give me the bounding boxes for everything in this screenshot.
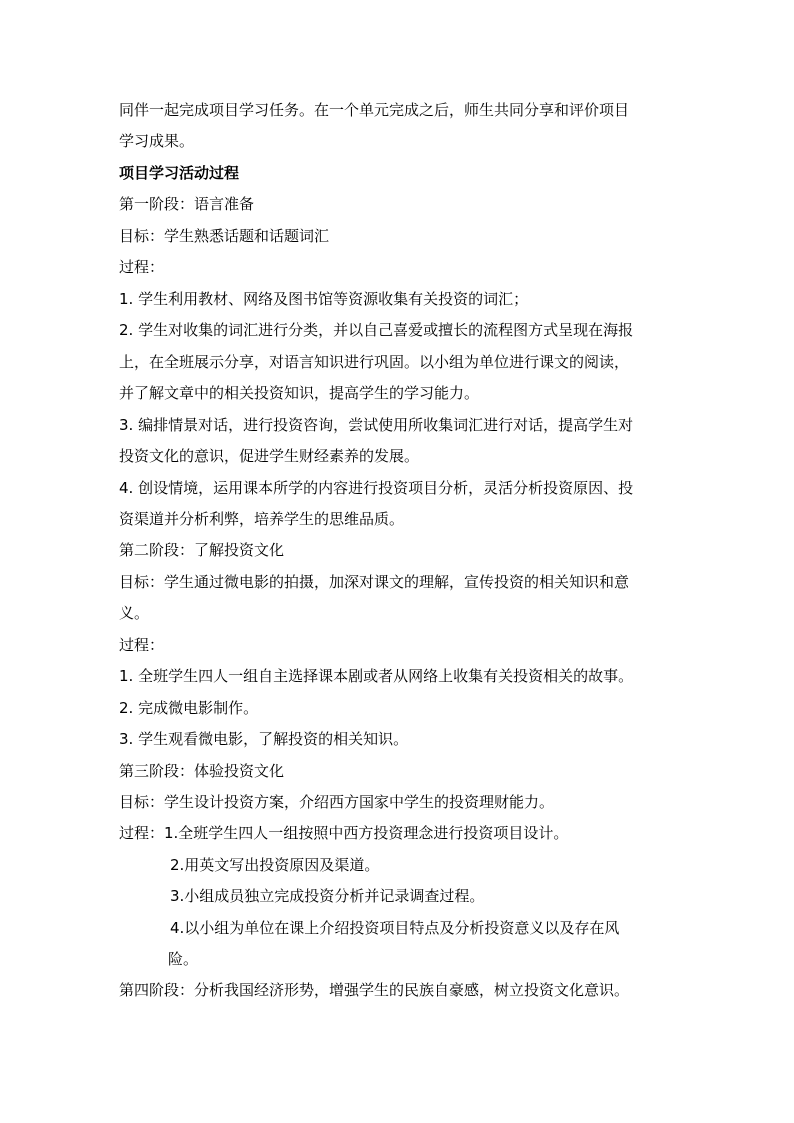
stage2-title: 第二阶段：了解投资文化 <box>119 541 285 559</box>
stage3-title: 第三阶段：体验投资文化 <box>119 762 285 780</box>
intro-line-2: 学习成果。 <box>119 132 195 150</box>
stage1-goal: 目标：学生熟悉话题和话题词汇 <box>119 227 330 245</box>
stage2-item-3: 3. 学生观看微电影，了解投资的相关知识。 <box>119 730 409 748</box>
stage3-item-4-line-2: 险。 <box>168 950 199 968</box>
stage1-item-4-line-2: 资渠道并分析利弊，培养学生的思维品质。 <box>119 510 405 528</box>
stage1-item-2-line-2: 上，在全班展示分享，对语言知识进行巩固。以小组为单位进行课文的阅读， <box>119 353 630 371</box>
stage1-title: 第一阶段：语言准备 <box>119 195 255 213</box>
stage3-item-2: 2.用英文写出投资原因及渠道。 <box>170 856 380 874</box>
intro-line-1: 同伴一起完成项目学习任务。在一个单元完成之后，师生共同分享和评价项目 <box>119 101 630 119</box>
stage3-item-4-line-1: 4.以小组为单位在课上介绍投资项目特点及分析投资意义以及存在风 <box>170 919 620 937</box>
stage2-goal-line-1: 目标：学生通过微电影的拍摄，加深对课文的理解，宣传投资的相关知识和意 <box>119 573 630 591</box>
stage2-item-1: 1. 全班学生四人一组自主选择课本剧或者从网络上收集有关投资相关的故事。 <box>119 667 634 685</box>
stage3-item-3: 3.小组成员独立完成投资分析并记录调查过程。 <box>170 887 485 905</box>
section-heading: 项目学习活动过程 <box>119 164 240 182</box>
stage1-process-label: 过程： <box>119 258 165 276</box>
stage1-item-2-line-3: 并了解文章中的相关投资知识，提高学生的学习能力。 <box>119 384 480 402</box>
stage1-item-1: 1. 学生利用教材、网络及图书馆等资源收集有关投资的词汇； <box>119 290 529 308</box>
stage2-item-2: 2. 完成微电影制作。 <box>119 699 259 717</box>
stage2-goal-line-2: 义。 <box>119 604 150 622</box>
stage3-process-item-1: 过程：1.全班学生四人一组按照中西方投资理念进行投资项目设计。 <box>119 824 569 842</box>
stage2-process-label: 过程： <box>119 636 165 654</box>
stage1-item-3-line-1: 3. 编排情景对话，进行投资咨询，尝试使用所收集词汇进行对话，提高学生对 <box>119 416 634 434</box>
stage1-item-3-line-2: 投资文化的意识，促进学生财经素养的发展。 <box>119 447 420 465</box>
stage4-title: 第四阶段：分析我国经济形势，增强学生的民族自豪感，树立投资文化意识。 <box>119 981 630 999</box>
stage1-item-4-line-1: 4. 创设情境，运用课本所学的内容进行投资项目分析，灵活分析投资原因、投 <box>119 479 634 497</box>
stage1-item-2-line-1: 2. 学生对收集的词汇进行分类，并以自己喜爱或擅长的流程图方式呈现在海报 <box>119 321 634 339</box>
stage3-goal: 目标：学生设计投资方案，介绍西方国家中学生的投资理财能力。 <box>119 793 555 811</box>
